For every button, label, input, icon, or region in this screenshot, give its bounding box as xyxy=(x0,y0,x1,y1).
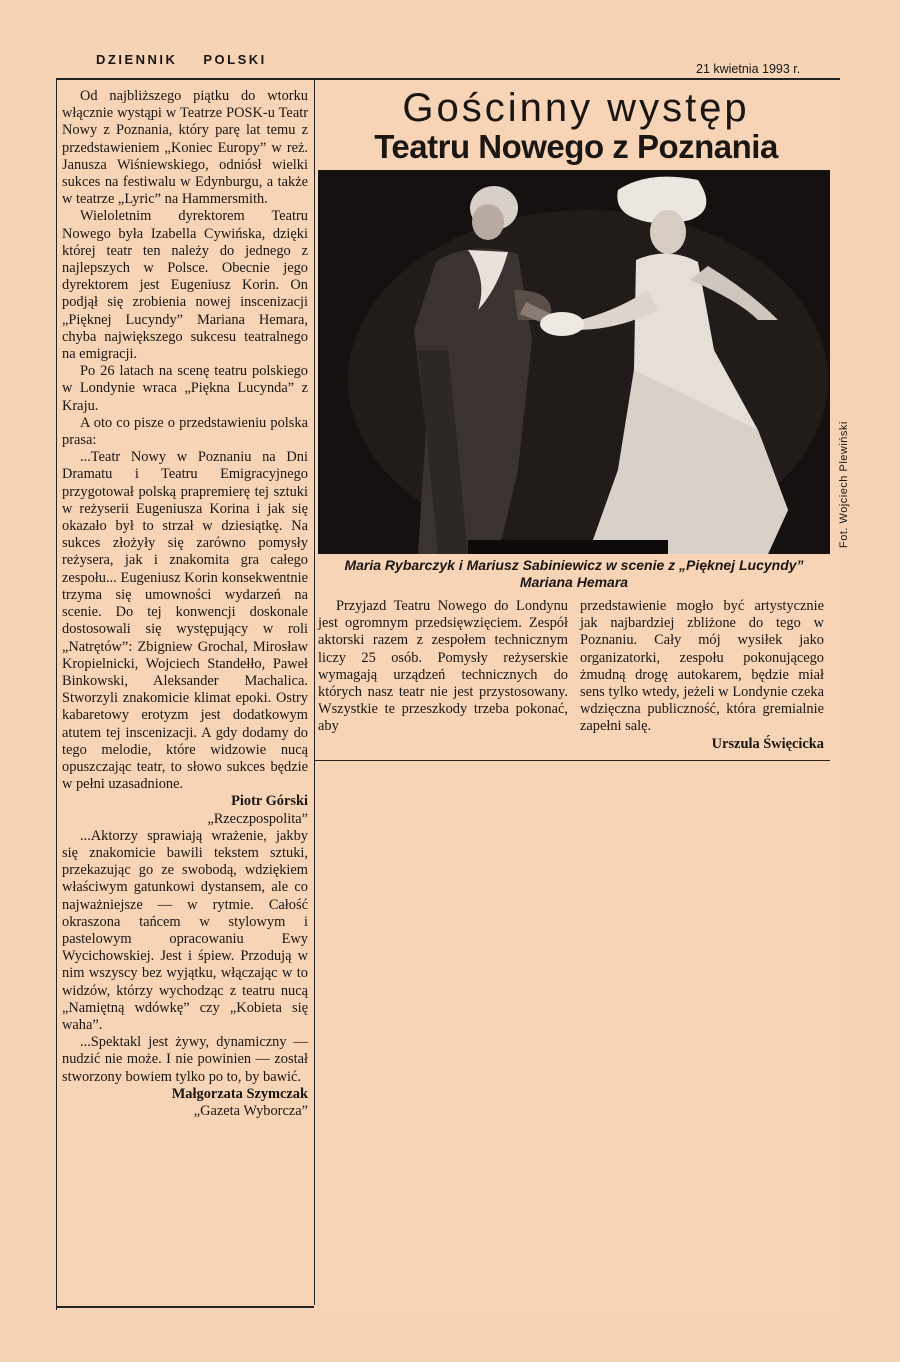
stage-photo xyxy=(318,170,830,554)
top-rule xyxy=(56,78,840,80)
headline-line-1: Gościnny występ xyxy=(402,86,750,130)
article-bottom-rule xyxy=(314,760,830,761)
middle-column xyxy=(318,598,568,736)
bottom-rule xyxy=(56,1306,314,1308)
right-column xyxy=(580,598,824,753)
paragraph: A oto co pisze o przedstawieniu polska prasa: xyxy=(62,414,308,449)
paragraph: Od najbliższego piątku do wtorku włącznie wystąpi w Teatrze POSK-u Teatr Nowy z Poznania, który parę lat temu z przedstawieniem „Koniec Europy” w reż. Janusza Wiśniewskiego, odniósł wielki sukces na festiwalu w Edynburgu, a także w teatrze „Lyric” na Hammersmith. xyxy=(62,88,308,208)
paragraph: przedstawienie mogło być artystycznie jak najbardziej zbliżone do tego w Poznaniu. Cały mój wysiłek jako organizatorki, zespołu pokonującego żmudną drogę autokarem, będzie miał sens tylko wtedy, jeżeli w Londynie czeka wdzięczna publiczność, która gremialnie zapełni salę. xyxy=(580,598,824,735)
issue-date: 21 kwietnia 1993 r. xyxy=(696,62,801,76)
photo-caption: Maria Rybarczyk i Mariusz Sabiniewicz w scenie z „Pięknej Lucyndy” Mariana Hemara xyxy=(344,557,804,590)
masthead-word-2: POLSKI xyxy=(203,52,267,67)
left-column xyxy=(62,88,308,1120)
paragraph: Po 26 latach na scenę teatru polskiego w Londynie wraca „Piękna Lucynda” z Kraju. xyxy=(62,363,308,414)
paragraph: Wieloletnim dyrektorem Teatru Nowego była Izabella Cywińska, dzięki której teatr ten należy do jednego z najlepszych w Polsce. Obecnie jego dyrektorem jest Eugeniusz Korin. On podjął się zrobienia nowej inscenizacji „Pięknej Lucyndy” Mariana Hemara, chyba największego sukcesu teatralnego na emigracji. xyxy=(62,208,308,363)
left-margin-rule xyxy=(56,80,57,1310)
source-name: „Rzeczpospolita” xyxy=(207,810,308,827)
paragraph: ...Teatr Nowy w Poznaniu na Dni Dramatu i Teatru Emigracyjnego przygotował polską prapremierę tej sztuki w reżyserii Eugeniusza Korina i jak się okazało był to strzał w dziesiątkę. Na sukces złożyły się zarówno pomysły reżysera, jak i znakomita gra całego zespołu... Eugeniusz Korin konsekwentnie trzyma się umowności wydarzeń na scenie. Do tej konwencji doskonale dostosowali się występujący w roli „Natrętów”: Zbigniew Grochal, Mirosław Kropielnicki, Wojciech Standełło, Paweł Binkowski, Aleksander Machalica. Stworzyli znakomicie klimat epoki. Ostry kabaretowy erotyzm jest dodatkowym atutem tej inscenizacji. A gdy dodamy do tego melodie, które widzowie nucą opuszczając teatr, to słowo sukces będzie w pełni uzasadnione. xyxy=(62,449,308,793)
paragraph: ...Spektakl jest żywy, dynamiczny — nudzić nie może. I nie powinien — został stworzony bowiem tylko po to, by bawić. xyxy=(62,1034,308,1085)
column-rule xyxy=(314,80,315,1305)
author-signature: Urszula Święcicka xyxy=(711,735,824,752)
masthead xyxy=(96,52,267,67)
headline-line-2: Teatru Nowego z Poznania xyxy=(374,128,778,165)
paragraph: ...Aktorzy sprawiają wrażenie, jakby się znakomicie bawili tekstem sztuki, przekazując go ze swobodą, wdziękiem właściwym gatunkowi dystansem, ale co najważniejsze — w rytmie. Całość okraszona tańcem w stylowym i pastelowym opracowaniu Ewy Wycichowskiej. Jest i śpiew. Przodują w nim wszyscy bez wyjątku, włączając w to widzów, którzy wychodząc z teatru nucą „Namiętną wdówkę” czy „Kobieta się waha”. xyxy=(62,827,308,1033)
author-signature: Małgorzata Szymczak xyxy=(171,1085,308,1102)
photo-credit: Fot. Wojciech Plewiński xyxy=(838,421,850,548)
source-name: „Gazeta Wyborcza” xyxy=(193,1102,308,1119)
stage-photo-image xyxy=(318,170,830,554)
masthead-word-1: DZIENNIK xyxy=(96,52,178,67)
author-signature: Piotr Górski xyxy=(231,793,308,810)
headline xyxy=(322,88,830,166)
paragraph: Przyjazd Teatru Nowego do Londynu jest ogromnym przedsięwzięciem. Zespół aktorski razem z zespołem technicznym liczy 25 osób. Pomysły reżyserskie wymagają urządzeń technicznych do których nasz teatr nie jest przystosowany. Wszystkie te przeszkody trzeba pokonać, aby xyxy=(318,598,568,735)
